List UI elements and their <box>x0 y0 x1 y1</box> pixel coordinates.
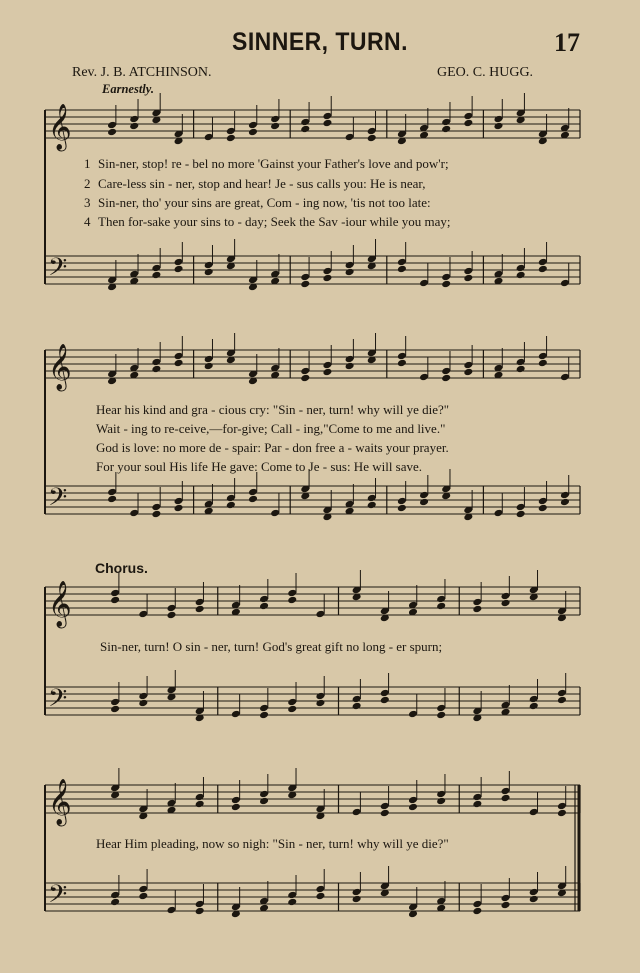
note-head <box>174 265 184 274</box>
note-head <box>138 699 148 708</box>
system2-verse-1: Hear his kind and gra - cious cry: "Sin - ner, turn! why will ye die?" <box>96 402 450 417</box>
note-head <box>287 596 297 605</box>
note-head <box>248 128 258 137</box>
note-head <box>463 274 473 283</box>
note-head <box>107 128 117 137</box>
system2-verse-3: God is love: no more de - spair: Par - don free a - waits your prayer. <box>96 440 449 455</box>
verse-text: Then for-sake your sins to - day; Seek the Sav -iour while you may; <box>98 214 451 229</box>
note-head <box>436 602 446 611</box>
note-head <box>538 359 548 368</box>
note-head <box>151 365 161 374</box>
note-head <box>287 898 297 907</box>
note-head <box>501 599 511 608</box>
verse-number: 3 <box>84 195 91 210</box>
verse-2-line <box>84 176 425 192</box>
note-head <box>529 702 539 711</box>
note-head <box>472 605 482 614</box>
note-head <box>441 280 451 289</box>
note-head <box>226 501 236 510</box>
note-head <box>107 495 117 504</box>
note-head <box>557 809 567 818</box>
note-head <box>287 705 297 714</box>
note-head <box>419 498 429 507</box>
note-head <box>560 498 570 507</box>
note-head <box>352 895 362 904</box>
system2-verse-2: Wait - ing to re-ceive,—for-give; Call - ing,"Come to me and live." <box>96 421 446 436</box>
verse-number: 1 <box>84 156 91 171</box>
note-head <box>345 268 355 277</box>
verse-text: Sin-ner, tho' your sins are great, Com - ing now, 'tis not too late: <box>98 195 431 210</box>
note-head <box>195 605 205 614</box>
note-head <box>441 125 451 134</box>
note-head <box>174 359 184 368</box>
system2-verse-4: For your soul His life He gave: Come to Je - sus: He will save. <box>96 459 423 474</box>
composer-credit: GEO. C. HUGG. <box>437 65 534 80</box>
treble-clef-icon: 𝄞 <box>48 344 72 390</box>
note-head <box>300 374 310 383</box>
note-head <box>463 119 473 128</box>
note-head <box>345 362 355 371</box>
note-head <box>226 134 236 143</box>
bass-clef-icon: 𝄢 <box>48 483 68 518</box>
note-head <box>367 501 377 510</box>
note-head <box>110 596 120 605</box>
note-head <box>195 907 205 916</box>
note-head <box>436 797 446 806</box>
note-head <box>110 898 120 907</box>
note-head <box>529 895 539 904</box>
chorus-line-2: Hear Him pleading, now so nigh: "Sin - ner, turn! why will ye die?" <box>96 836 449 851</box>
bass-clef-icon: 𝄢 <box>48 684 68 719</box>
note-head <box>151 510 161 519</box>
note-head <box>204 362 214 371</box>
chorus-line-1: Sin-ner, turn! O sin - ner, turn! God's great gift no long - er spurn; <box>100 639 443 654</box>
note-head <box>538 504 548 513</box>
note-head <box>248 495 258 504</box>
note-head <box>300 280 310 289</box>
note-head <box>129 122 139 131</box>
treble-clef-icon: 𝄞 <box>48 581 72 627</box>
note-head <box>494 122 504 131</box>
note-head <box>352 702 362 711</box>
verse-text: Sin-ner, stop! re - bel no more 'Gainst your Father's love and pow'r; <box>98 156 449 171</box>
note-head <box>501 794 511 803</box>
verse-number: 4 <box>84 214 91 229</box>
note-head <box>322 274 332 283</box>
note-head <box>472 907 482 916</box>
note-head <box>516 271 526 280</box>
tempo-marking: Earnestly. <box>102 82 154 96</box>
note-head <box>367 134 377 143</box>
lyricist-credit: Rev. J. B. ATCHINSON. <box>72 65 212 80</box>
treble-clef-icon: 𝄞 <box>48 779 72 825</box>
page-number: 17 <box>554 28 580 57</box>
note-head <box>231 803 241 812</box>
note-head <box>516 365 526 374</box>
note-head <box>397 359 407 368</box>
verse-1-line <box>84 156 449 172</box>
hymn-title: SINNER, TURN. <box>232 28 408 56</box>
note-head <box>322 119 332 128</box>
note-head <box>315 699 325 708</box>
note-head <box>397 265 407 274</box>
note-head <box>259 797 269 806</box>
note-head <box>204 268 214 277</box>
verse-3-line <box>84 195 431 211</box>
note-head <box>436 711 446 720</box>
note-head <box>463 368 473 377</box>
note-head <box>408 803 418 812</box>
note-head <box>557 696 567 705</box>
note-head <box>195 800 205 809</box>
bass-clef-icon: 𝄢 <box>48 253 68 288</box>
note-head <box>174 504 184 513</box>
note-head <box>315 892 325 901</box>
note-head <box>516 510 526 519</box>
note-head <box>472 800 482 809</box>
note-head <box>380 696 390 705</box>
verse-number: 2 <box>84 176 91 191</box>
verse-4-line <box>84 214 450 230</box>
note-head <box>166 611 176 620</box>
note-head <box>300 125 310 134</box>
verse-text: Care-less sin - ner, stop and hear! Je - sus calls you: He is near, <box>98 176 426 191</box>
note-head <box>501 901 511 910</box>
note-head <box>259 711 269 720</box>
note-head <box>270 122 280 131</box>
note-head <box>151 271 161 280</box>
bass-clef-icon: 𝄢 <box>48 880 68 915</box>
note-head <box>397 504 407 513</box>
note-head <box>538 265 548 274</box>
note-head <box>138 892 148 901</box>
note-head <box>322 368 332 377</box>
chorus-label: Chorus. <box>95 560 148 576</box>
note-head <box>441 374 451 383</box>
treble-clef-icon: 𝄞 <box>48 104 72 150</box>
note-head <box>110 705 120 714</box>
note-head <box>380 809 390 818</box>
note-head <box>259 602 269 611</box>
